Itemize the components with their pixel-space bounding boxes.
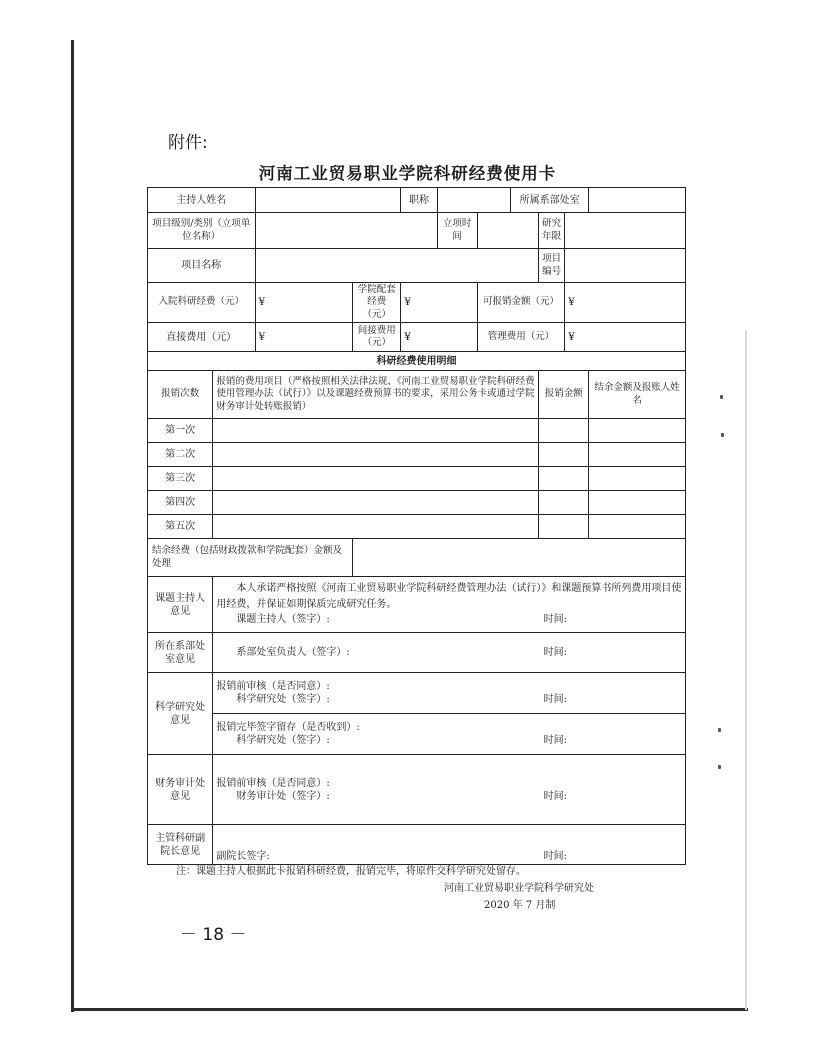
reimbursement-round: 第五次 <box>148 515 213 539</box>
scan-border-right <box>745 330 747 1010</box>
expense-items-cell[interactable] <box>213 443 539 467</box>
time-label: 时间: <box>543 694 567 706</box>
time-label: 时间: <box>543 790 567 802</box>
table-row <box>148 673 686 714</box>
table-row <box>148 539 686 577</box>
table-row <box>148 371 686 419</box>
project-name-label: 项目名称 <box>148 249 256 283</box>
usage-details-heading: 科研经费使用明细 <box>148 352 686 371</box>
balance-header: 结余金额及报账人姓名 <box>589 371 686 419</box>
title-label: 职称 <box>401 188 437 213</box>
table-row <box>148 467 686 491</box>
table-row <box>148 323 686 352</box>
dept-opinion-cell[interactable] <box>213 633 686 673</box>
attachment-label: 附件: <box>168 133 208 153</box>
balance-cell[interactable] <box>589 467 686 491</box>
table-row <box>148 443 686 467</box>
reimbursable-label: 可报销金额（元） <box>477 283 564 323</box>
time-label: 时间: <box>543 851 567 863</box>
footer-note: 注：课题主持人根据此卡报销科研经费，报销完毕，将原件交科学研究处留存。 <box>176 866 526 877</box>
finance-signature-label: 财务审计处（签字）: <box>236 790 330 802</box>
balance-cell[interactable] <box>589 491 686 515</box>
dept-signature-label: 系部处室负责人（签字）: <box>236 647 350 659</box>
amount-cell[interactable] <box>539 467 589 491</box>
management-fee-label: 管理费用（元） <box>477 323 564 352</box>
reimbursed-amount-header: 报销金额 <box>539 371 589 419</box>
post-review-label: 报销完毕签字留存（是否收到）: <box>216 722 360 734</box>
finance-opinion-cell[interactable] <box>213 755 686 825</box>
dept-opinion-label: 所在系部处室意见 <box>148 633 213 673</box>
expense-items-cell[interactable] <box>213 467 539 491</box>
host-name-label: 主持人姓名 <box>148 188 256 213</box>
table-row <box>148 825 686 865</box>
project-level-field[interactable] <box>255 213 437 249</box>
pre-review-label: 报销前审核（是否同意）: <box>216 681 330 693</box>
research-period-label: 研究年限 <box>539 213 565 249</box>
reimbursement-round: 第三次 <box>148 467 213 491</box>
matching-funds-label: 学院配套经费（元） <box>353 283 401 323</box>
direct-costs-field[interactable]: ¥ <box>255 323 353 352</box>
table-row <box>148 213 686 249</box>
table-row <box>148 491 686 515</box>
research-signature-label: 科学研究处（签字）: <box>236 694 330 706</box>
amount-cell[interactable] <box>539 491 589 515</box>
finance-opinion-label: 财务审计处意见 <box>148 755 213 825</box>
balance-cell[interactable] <box>589 515 686 539</box>
expense-items-cell[interactable] <box>213 515 539 539</box>
issuing-office: 河南工业贸易职业学院科学研究处 <box>444 883 594 894</box>
scan-speck <box>718 765 721 769</box>
balance-cell[interactable] <box>589 419 686 443</box>
table-row <box>148 714 686 755</box>
research-pre-review-cell[interactable] <box>213 673 686 714</box>
page-number: － 18 － <box>180 925 247 945</box>
reimbursement-round: 第一次 <box>148 419 213 443</box>
expense-items-cell[interactable] <box>213 491 539 515</box>
balance-cell[interactable] <box>589 443 686 467</box>
balance-handling-label: 结余经费（包括财政拨款和学院配套）金额及处理 <box>148 539 353 577</box>
host-name-field[interactable] <box>255 188 401 213</box>
host-opinion-label: 课题主持人意见 <box>148 577 213 633</box>
balance-handling-field[interactable] <box>353 539 686 577</box>
approval-time-field[interactable] <box>477 213 538 249</box>
expense-items-header: 报销的费用项目（严格按照相关法律法规、《河南工业贸易职业学院科研经费使用管理办法（试行）》以及课题经费预算书的要求，采用公务卡或通过学院财务审计处转账报销） <box>213 371 539 419</box>
reimbursable-field[interactable]: ¥ <box>565 283 686 323</box>
scan-border-left <box>71 40 74 1012</box>
research-office-opinion-label: 科学研究处意见 <box>148 673 213 755</box>
time-label: 时间: <box>543 614 567 626</box>
institute-funds-field[interactable]: ¥ <box>255 283 353 323</box>
direct-costs-label: 直接费用（元） <box>148 323 256 352</box>
vp-opinion-label: 主管科研副院长意见 <box>148 825 213 865</box>
research-signature-label: 科学研究处（签字）: <box>236 735 330 747</box>
research-post-review-cell[interactable] <box>213 714 686 755</box>
table-row <box>148 515 686 539</box>
project-level-label: 项目级别/类别（立项单位名称） <box>148 213 256 249</box>
scan-speck <box>720 395 723 399</box>
table-row <box>148 633 686 673</box>
time-label: 时间: <box>543 647 567 659</box>
expense-items-cell[interactable] <box>213 419 539 443</box>
institute-funds-label: 入院科研经费（元） <box>148 283 256 323</box>
department-field[interactable] <box>589 188 686 213</box>
reimbursement-round: 第二次 <box>148 443 213 467</box>
reimbursement-round: 第四次 <box>148 491 213 515</box>
reimbursement-count-header: 报销次数 <box>148 371 213 419</box>
table-row <box>148 577 686 633</box>
scan-speck <box>721 433 724 437</box>
issue-date: 2020 年 7 月制 <box>484 900 556 911</box>
project-name-field[interactable] <box>255 249 539 283</box>
matching-funds-field[interactable]: ¥ <box>401 283 477 323</box>
management-fee-field[interactable]: ¥ <box>565 323 686 352</box>
amount-cell[interactable] <box>539 515 589 539</box>
table-row <box>148 419 686 443</box>
document-title: 河南工业贸易职业学院科研经费使用卡 <box>258 164 557 183</box>
research-period-field[interactable] <box>565 213 686 249</box>
vp-signature-label: 副院长签字: <box>216 851 270 863</box>
amount-cell[interactable] <box>539 443 589 467</box>
project-number-field[interactable] <box>565 249 686 283</box>
host-opinion-cell[interactable] <box>213 577 686 633</box>
table-row <box>148 188 686 213</box>
funding-card-table <box>147 187 686 865</box>
indirect-costs-field[interactable]: ¥ <box>401 323 477 352</box>
indirect-costs-label: 间接费用（元） <box>353 323 401 352</box>
title-field[interactable] <box>437 188 510 213</box>
vp-opinion-cell[interactable] <box>213 825 686 865</box>
finance-pre-review-label: 报销前审核（是否同意）: <box>216 777 330 789</box>
table-row <box>148 352 686 371</box>
commitment-text: 本人承诺严格按照《河南工业贸易职业学院科研经费管理办法（试行）》和课题预算书所列费用项目使用经费，并保证如期保质完成研究任务。 <box>216 583 682 610</box>
time-label: 时间: <box>543 735 567 747</box>
project-number-label: 项目编号 <box>539 249 565 283</box>
table-row <box>148 249 686 283</box>
table-row <box>148 283 686 323</box>
table-row <box>148 755 686 825</box>
approval-time-label: 立项时间 <box>437 213 477 249</box>
scan-border-bottom <box>71 1008 748 1011</box>
scan-speck <box>718 728 721 732</box>
amount-cell[interactable] <box>539 419 589 443</box>
department-label: 所属系部处室 <box>510 188 588 213</box>
host-signature-label: 课题主持人（签字）: <box>236 614 330 626</box>
